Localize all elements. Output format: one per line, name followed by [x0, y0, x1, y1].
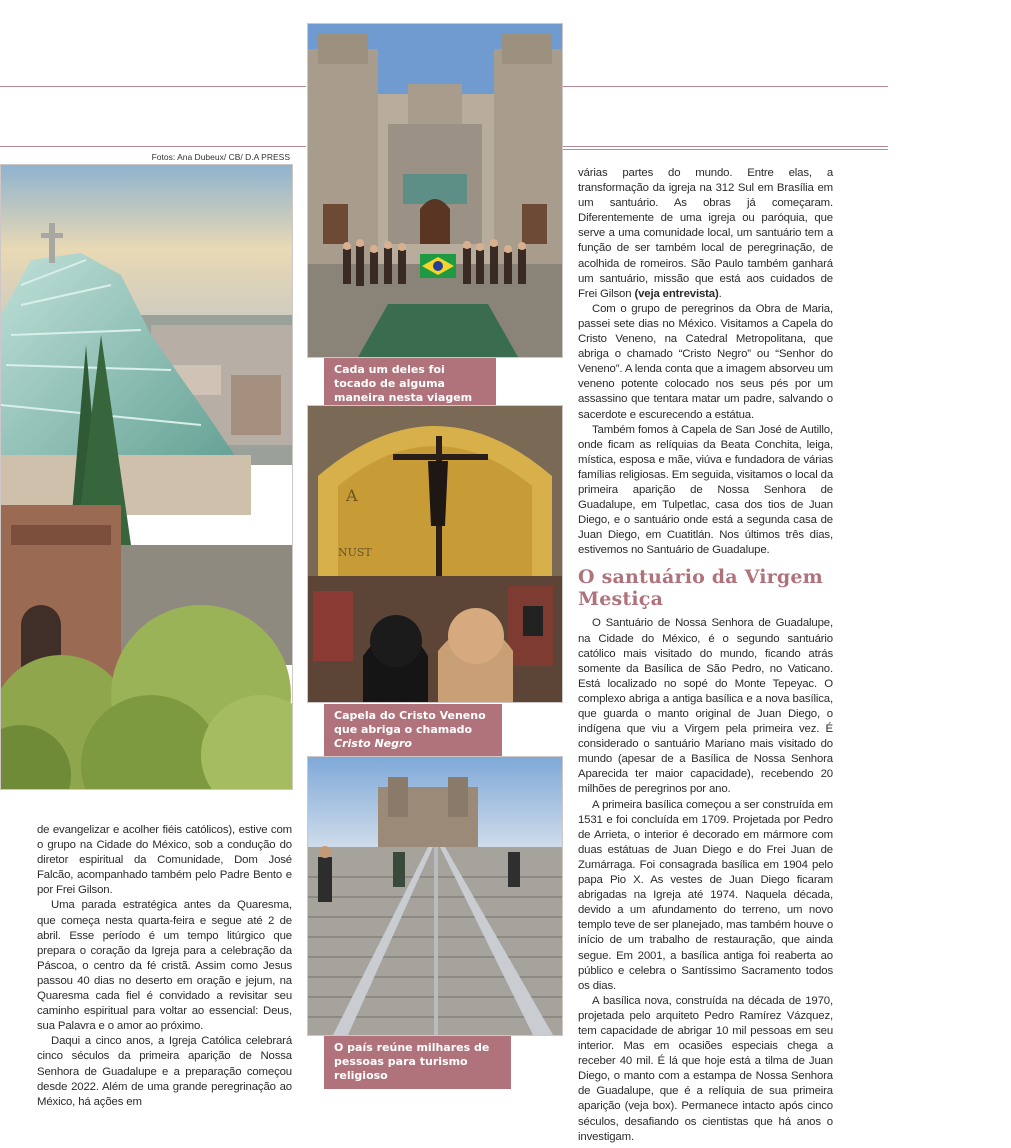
mid-rule-left	[0, 146, 306, 147]
svg-text:NUST: NUST	[338, 546, 372, 559]
right-paragraph-2: Com o grupo de peregrinos da Obra de Maria, passei sete dias no México. Visitamos a Capela do Cristo Veneno, na Catedral Metropolitana, que abriga o chamado “Cristo Negro” ou “Senhor do Veneno”. A lenda conta que a imagem absorveu um veneno potente colocado nos seus pés por um assassino que tentara matar um padre, salvando o sacerdote e escurecendo a estátua.	[578, 302, 833, 421]
stairs-caption: O país reúne milhares de pessoas para turismo religioso	[324, 1036, 511, 1089]
left-column	[37, 823, 292, 1110]
right-paragraph-4: O Santuário de Nossa Senhora de Guadalupe, na Cidade do México, é o segundo santuário católico mais visitado do mundo, ficando atrás somente da Basílica de São Pedro, no Vaticano. Está localizado no sopé do Monte Tepeyac. O complexo abriga a antiga basílica e a nova basílica, que guarda o manto original de Juan Diego, o indígena que viu a Virgem pela primeira vez. É considerado o santuário Mariano mais visitado do mundo (apesar de a Basílica de Nossa Senhora Aparecida ter maior capacidade), recebendo 20 milhões de peregrinos por ano.	[578, 617, 833, 796]
mid-rule-right-2	[562, 149, 888, 150]
left-paragraph-3: Daqui a cinco anos, a Igreja Católica celebrará cinco séculos da primeira aparição de Nossa Senhora de Guadalupe e a preparação começou desde 2022. Além de uma grande peregrinação ao México, há ações em	[37, 1035, 292, 1108]
cathedral-photo	[307, 23, 563, 358]
cathedral-caption: Cada um deles foi tocado de alguma maneira nesta viagem	[324, 358, 496, 411]
see-interview-note: (veja entrevista)	[634, 287, 719, 300]
svg-text:A: A	[346, 486, 358, 505]
left-paragraph-1: de evangelizar e acolher fiéis católicos), estive com o grupo na Cidade do México, sob a condução do diretor espiritual da Comunidade, Dom José Falcão, acompanhado também pelo Padre Bento e por Frei Gilson.	[37, 824, 292, 897]
basilica-photo	[0, 164, 293, 790]
chapel-caption	[324, 704, 502, 757]
chapel-caption-emphasis: Cristo Negro	[334, 737, 412, 750]
top-rule-left	[0, 86, 306, 87]
right-paragraph-1	[578, 166, 833, 302]
right-paragraph-3: Também fomos à Capela de San José de Autillo, onde ficam as relíquias da Beata Conchita, leiga, mística, esposa e mãe, viúva e fundadora de várias famílias religiosas. Em seguida, visitamos o local da primeira aparição de Nossa Senhora de Guadalupe, em Tulpetlac, casa dos tios de Juan Diego, e o santuário onde está a segunda casa de Juan Diego, em Cuatitlán. Nos últimos três dias, estivemos no Santuário de Guadalupe.	[578, 423, 833, 557]
right-paragraph-5: A primeira basílica começou a ser construída em 1531 e foi concluída em 1709. Projetada por Pedro de Arrieta, o interior é decorado em mármore com duas estátuas de Juan Diego e do Frei Juan de Zumárraga. Foi consagrada basílica em 1904 pelo papa Pio X. As vestes de Juan Diego ficaram abrigadas na Igreja até 1974. Naquela década, devido a um afundamento do terreno, um novo templo teve de ser planejado, mas também houve o início de um trabalho de restauração, que ainda segue. Em 2001, a basílica antiga foi reaberta ao público e celebra o Santíssimo Sacramento todos os dias.	[578, 798, 833, 992]
chapel-caption-text: Capela do Cristo Veneno que abriga o chamado	[334, 709, 486, 736]
right-paragraph-1-text: várias partes do mundo. Entre elas, a transformação da igreja na 312 Sul em Brasília em um santuário. As obras já começaram. Diferentemente de uma igreja ou paróquia, que serve a uma comunidade local, um santuário tem a função de ser também local de peregrinação, de acolhida de romeiros. São Paulo também ganhará um santuário, missão que está aos cuidados de Frei Gilson	[578, 167, 833, 300]
photo-credit: Fotos: Ana Dubeux/ CB/ D.A PRESS	[151, 152, 290, 162]
section-headline: O santuário da Virgem Mestiça	[578, 566, 823, 611]
top-rule-right	[562, 86, 888, 87]
right-paragraph-1-end: .	[718, 287, 722, 300]
right-paragraph-6: A basílica nova, construída na década de 1970, projetada pelo arquiteto Pedro Ramírez Vázquez, tem capacidade de abrigar 10 mil pessoas em seu interior. Mas em ocasiões especiais chega a receber 40 mil. É lá que hoje está a tilma de Juan Diego, o manto com a estampa de Nossa Senhora de Guadalupe, que é a relíquia de sua primeira aparição (veja box). Permanece intacto após cinco séculos, desafiando os cientistas que há anos o investigam.	[578, 994, 833, 1143]
stairs-photo	[307, 756, 563, 1036]
right-column	[578, 166, 833, 1145]
mid-rule-right	[562, 146, 888, 147]
chapel-photo	[307, 405, 563, 703]
left-paragraph-2: Uma parada estratégica antes da Quaresma, que começa nesta quarta-feira e segue até 2 de abril. Esse período é um tempo litúrgico que prepara o coração da Igreja para a celebração da Páscoa, o centro da fé cristã. Assim como Jesus passou 40 dias no deserto em oração e jejum, na Quaresma cada fiel é convidado a revisitar seu caminho espiritual para voltar ao essencial: Deus, sua Palavra e o amor ao próximo.	[37, 899, 292, 1033]
